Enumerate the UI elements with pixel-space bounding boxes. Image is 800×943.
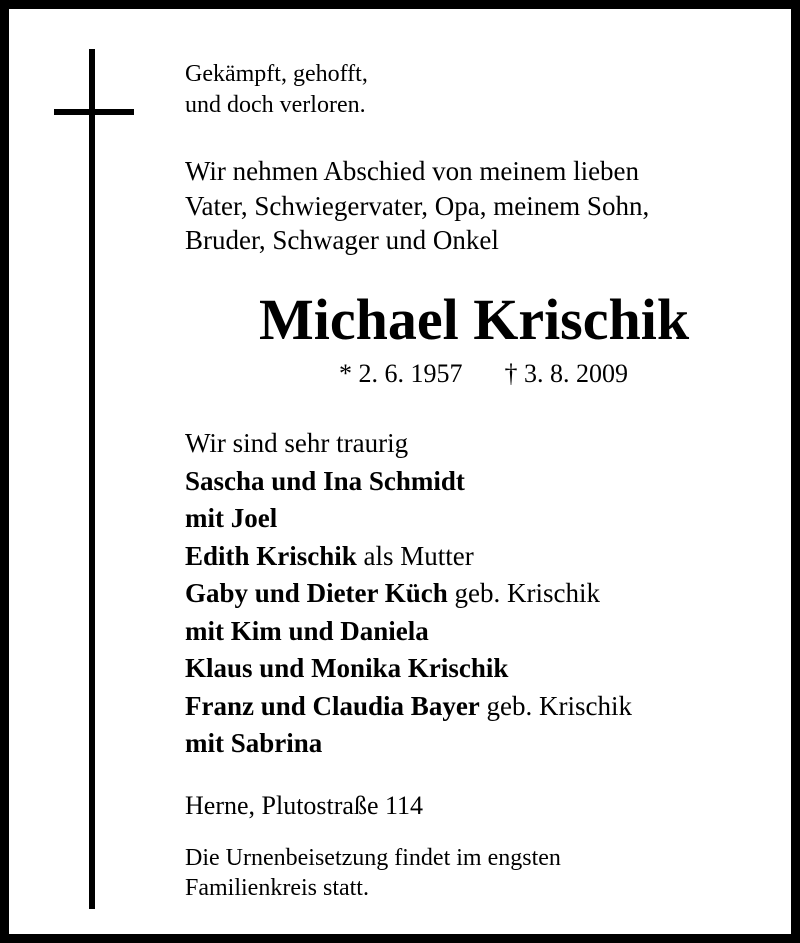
mourner-relation: geb. Krischik: [479, 690, 633, 721]
obituary-notice: [9, 9, 791, 934]
motto: [185, 59, 368, 121]
motto-line: Gekämpft, gehofft,: [185, 61, 368, 87]
intro-line: Bruder, Schwager und Onkel: [185, 225, 499, 255]
motto-line: und doch verloren.: [185, 92, 366, 118]
intro-line: Wir nehmen Abschied von meinem lieben: [185, 156, 640, 186]
birth-date: * 2. 6. 1957: [339, 359, 463, 388]
cross-bar: [54, 109, 134, 115]
mourners-list: [185, 425, 632, 763]
burial-line: Familienkreis statt.: [185, 875, 369, 901]
intro-line: Vater, Schwiegervater, Opa, meinem Sohn,: [185, 190, 650, 221]
mourner-relation: als Mutter: [356, 540, 474, 571]
mourner-line: [185, 688, 632, 726]
mourner-line: [185, 500, 632, 538]
mourners-opening: Wir sind sehr traurig: [185, 428, 409, 458]
mourner-name: Gaby und Dieter Küch: [185, 578, 448, 608]
mourner-name: mit Joel: [185, 503, 278, 533]
mourner-name: Franz und Claudia Bayer: [185, 690, 480, 721]
mourner-relation: geb. Krischik: [447, 578, 601, 608]
mourner-name: Sascha und Ina Schmidt: [185, 465, 465, 496]
burial-line: Die Urnenbeisetzung findet im engsten: [185, 845, 561, 871]
deceased-name: Michael Krischik: [259, 287, 690, 352]
mourner-name: mit Kim und Daniela: [185, 615, 429, 646]
mourner-line: [185, 463, 632, 501]
mourner-line: [185, 575, 632, 613]
cross-icon: [89, 49, 95, 909]
mourner-line: [185, 650, 632, 688]
mourner-name: Klaus und Monika Krischik: [185, 653, 509, 683]
death-date: † 3. 8. 2009: [504, 359, 628, 388]
mourner-line: [185, 725, 632, 763]
farewell-intro: [185, 154, 765, 258]
mourner-line: [185, 538, 632, 576]
mourner-name: mit Sabrina: [185, 728, 323, 758]
address: Herne, Plutostraße 114: [185, 791, 424, 820]
burial-note: [185, 843, 561, 903]
mourner-line: [185, 613, 632, 651]
mourner-name: Edith Krischik: [185, 540, 357, 571]
life-dates: [339, 359, 628, 389]
